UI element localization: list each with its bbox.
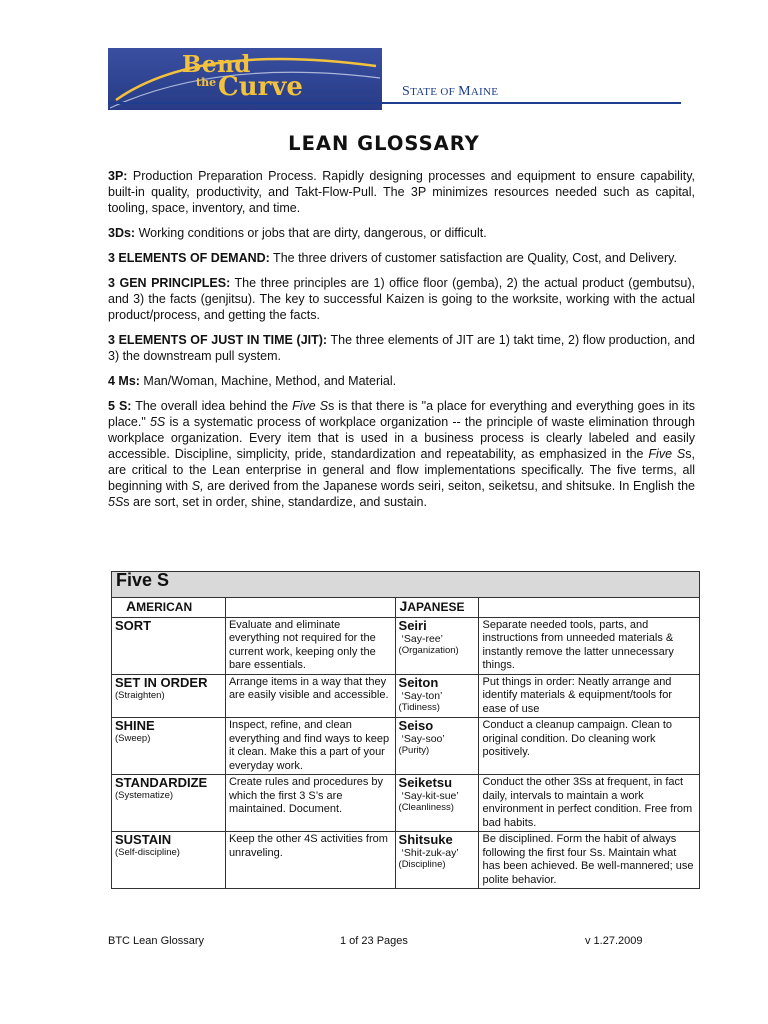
table-row [112,617,700,674]
american-term-cell: SHINE (Sweep) [112,718,226,775]
american-description-cell: Arrange items in a way that they are easily visible and accessible. [225,674,395,718]
footer-version: v 1.27.2009 [585,935,643,947]
footer-page-number: 1 of 23 Pages [340,935,408,947]
american-description-cell: Keep the other 4S activities from unraveling. [225,832,395,889]
glossary-body [108,168,695,519]
table-row [112,674,700,718]
american-description-cell: Inspect, refine, and clean everything and find ways to keep it clean. Make this a part of your everyday work. [225,718,395,775]
table-column-header-row [112,598,700,618]
glossary-entry: 3 GEN PRINCIPLES: The three principles are 1) office floor (gemba), 2) the actual product (gembutsu), and 3) the facts (genjitsu). The key to successful Kaizen is going to the worksite, working with the actual product/process, and getting the facts. [108,276,695,322]
bend-the-curve-logo [108,48,382,110]
american-term-cell: STANDARDIZE (Systematize) [112,775,226,832]
logo-word-bend: Bend [182,51,251,78]
table-title: Five S [112,572,700,598]
japanese-term-cell: Seiri ‘Say-ree’ (Organization) [395,617,479,674]
japanese-term-cell: Seiso ‘Say-soo’ (Purity) [395,718,479,775]
footer-left: BTC Lean Glossary [108,935,204,947]
american-description-cell: Evaluate and eliminate everything not required for the current work, keeping only the bare essentials. [225,617,395,674]
logo-word-curve: Curve [218,72,303,102]
glossary-entry: 3 ELEMENTS OF JUST IN TIME (JIT): The three elements of JIT are 1) takt time, 2) flow production, and 3) the downstream pull system. [108,333,695,363]
table-row [112,832,700,889]
japanese-description-cell: Conduct a cleanup campaign. Clean to original condition. Do cleaning work positively. [479,718,700,775]
japanese-description-cell: Separate needed tools, parts, and instructions from unneeded materials & instantly remove the latter unnecessary things. [479,617,700,674]
japanese-description-cell: Be disciplined. Form the habit of always following the first four Ss. Maintain what has been achieved. Be well-mannered; use polite behavior. [479,832,700,889]
japanese-term-cell: Seiketsu ‘Say-kit-sue’ (Cleanliness) [395,775,479,832]
page-title: LEAN GLOSSARY [288,132,480,155]
japanese-term-cell: Shitsuke ‘Shit-zuk-ay’ (Discipline) [395,832,479,889]
glossary-entry: 4 Ms: Man/Woman, Machine, Method, and Material. [108,374,397,388]
header-rule [108,102,681,104]
column-header-blank [225,598,395,618]
american-description-cell: Create rules and procedures by which the first 3 S’s are maintained. Document. [225,775,395,832]
glossary-entry-5s: 5 S: The overall idea behind the Five Ss is that there is "a place for everything and everything goes in its place." 5S is a systematic process of workplace organization -- the principle of waste elimination through workplace organization. Every item that is used in a business process is clearly labeled and easily accessible. Discipline, simplicity, pride, standardization and repeatability, as emphasized in the Five Ss, are critical to the Lean enterprise in general and flow implementations specifically. The five terms, all beginning with S, are derived from the Japanese words seiri, seiton, seiketsu, and shitsuke. In English the 5Ss are sort, set in order, shine, standardize, and sustain. [108,399,695,509]
glossary-entry: 3P: Production Preparation Process. Rapidly designing processes and equipment to ensure capability, built-in quality, productivity, and Takt-Flow-Pull. The 3P minimizes resources needed such as capital, tooling, space, inventory, and time. [108,169,695,215]
table-row [112,718,700,775]
column-header-blank [479,598,700,618]
table-header-row [112,572,700,598]
logo-word-the: the [196,76,217,89]
american-term-cell: SET IN ORDER (Straighten) [112,674,226,718]
japanese-description-cell: Conduct the other 3Ss at frequent, in fact daily, intervals to maintain a work environment in perfect condition. Free from bad habits. [479,775,700,832]
column-header-japanese: JAPANESE [395,598,479,618]
five-s-table [111,571,700,889]
glossary-entry: 3 ELEMENTS OF DEMAND: The three drivers of customer satisfaction are Quality, Cost, and Delivery. [108,251,677,265]
american-term-cell: SUSTAIN (Self-discipline) [112,832,226,889]
column-header-american: AMERICAN [112,598,226,618]
table-row [112,775,700,832]
american-term-cell: SORT [112,617,226,674]
japanese-term-cell: Seiton ‘Say-ton’ (Tidiness) [395,674,479,718]
glossary-entry: 3Ds: Working conditions or jobs that are dirty, dangerous, or difficult. [108,226,487,240]
japanese-description-cell: Put things in order: Neatly arrange and identify materials & equipment/tools for ease of use [479,674,700,718]
state-of-maine-label: STATE OF MAINE [402,84,499,99]
